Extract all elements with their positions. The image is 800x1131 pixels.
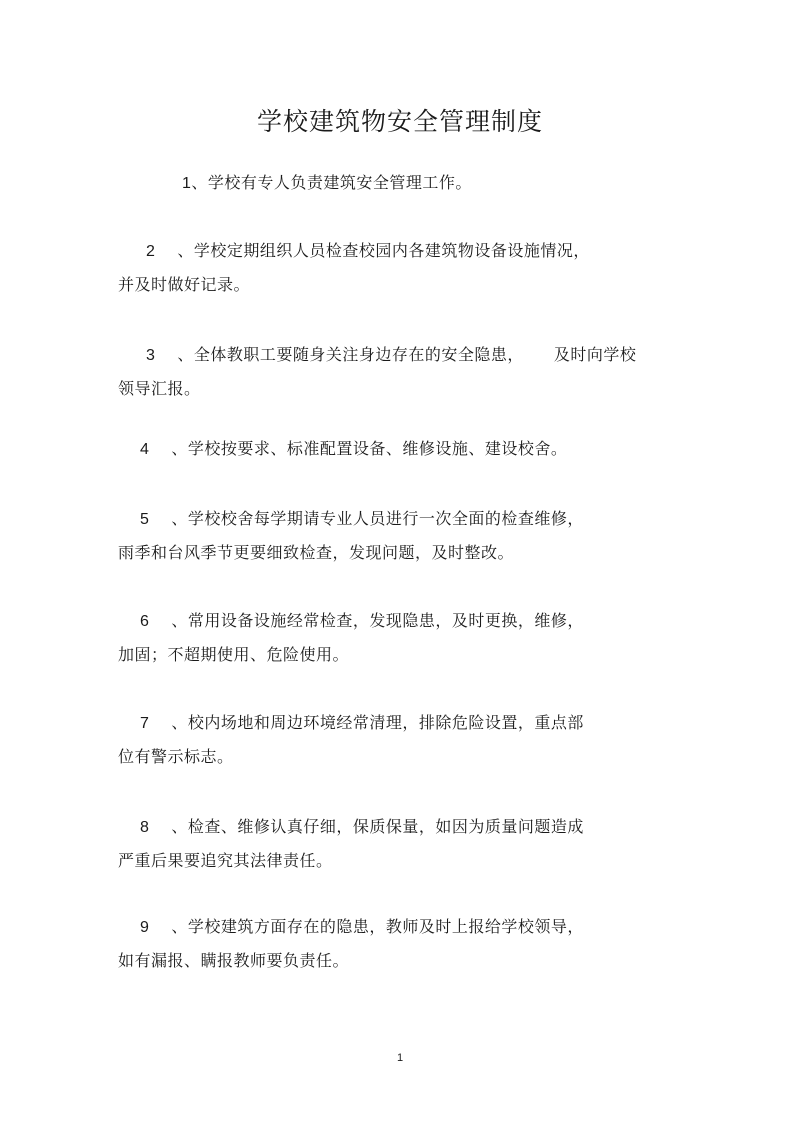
item-number: 4 <box>140 441 150 458</box>
document-title: 学校建筑物安全管理制度 <box>256 107 543 136</box>
item-text: 、学校按要求、标准配置设备、维修设施、建设校舍。 <box>171 439 568 458</box>
item-text: 、检查、维修认真仔细，保质保量，如因为质量问题造成 <box>171 817 584 836</box>
item-text: 、学校有专人负责建筑安全管理工作。 <box>191 173 472 192</box>
item-number: 6 <box>140 613 150 630</box>
item-text-continuation: 位有警示标志。 <box>118 747 234 766</box>
item-text: 、全体教职工要随身关注身边存在的安全隐患， <box>177 345 524 364</box>
list-item <box>118 706 698 773</box>
item-text-continuation: 如有漏报、瞒报教师要负责任。 <box>118 951 350 970</box>
list-item <box>118 234 698 301</box>
item-number: 1 <box>182 175 192 192</box>
list-item <box>118 810 698 877</box>
item-text: 、常用设备设施经常检查，发现隐患，及时更换，维修， <box>171 611 584 630</box>
item-text: 、学校校舍每学期请专业人员进行一次全面的检查维修， <box>171 509 584 528</box>
item-number: 9 <box>140 919 150 936</box>
list-item <box>118 604 698 671</box>
item-text-continuation: 并及时做好记录。 <box>118 275 251 294</box>
item-text: 、学校建筑方面存在的隐患，教师及时上报给学校领导， <box>171 917 584 936</box>
page-number: 1 <box>396 1052 404 1064</box>
item-text-continuation: 雨季和台风季节更要细致检查，发现问题，及时整改。 <box>118 543 515 562</box>
item-text-continuation: 加固；不超期使用、危险使用。 <box>118 645 350 664</box>
list-item <box>118 910 698 977</box>
list-item <box>118 338 698 405</box>
item-number: 8 <box>140 819 150 836</box>
item-number: 7 <box>140 715 150 732</box>
list-item <box>118 432 698 466</box>
item-text-tail: 及时向学校 <box>553 345 637 364</box>
list-item <box>118 502 698 569</box>
item-number: 5 <box>140 511 150 528</box>
item-number: 3 <box>146 347 156 364</box>
item-text-continuation: 领导汇报。 <box>118 379 201 398</box>
item-text: 、学校定期组织人员检查校园内各建筑物设备设施情况， <box>177 241 590 260</box>
list-item <box>118 166 698 200</box>
item-text: 、校内场地和周边环境经常清理，排除危险设置，重点部 <box>171 713 584 732</box>
item-number: 2 <box>146 243 156 260</box>
item-text-continuation: 严重后果要追究其法律责任。 <box>118 851 333 870</box>
